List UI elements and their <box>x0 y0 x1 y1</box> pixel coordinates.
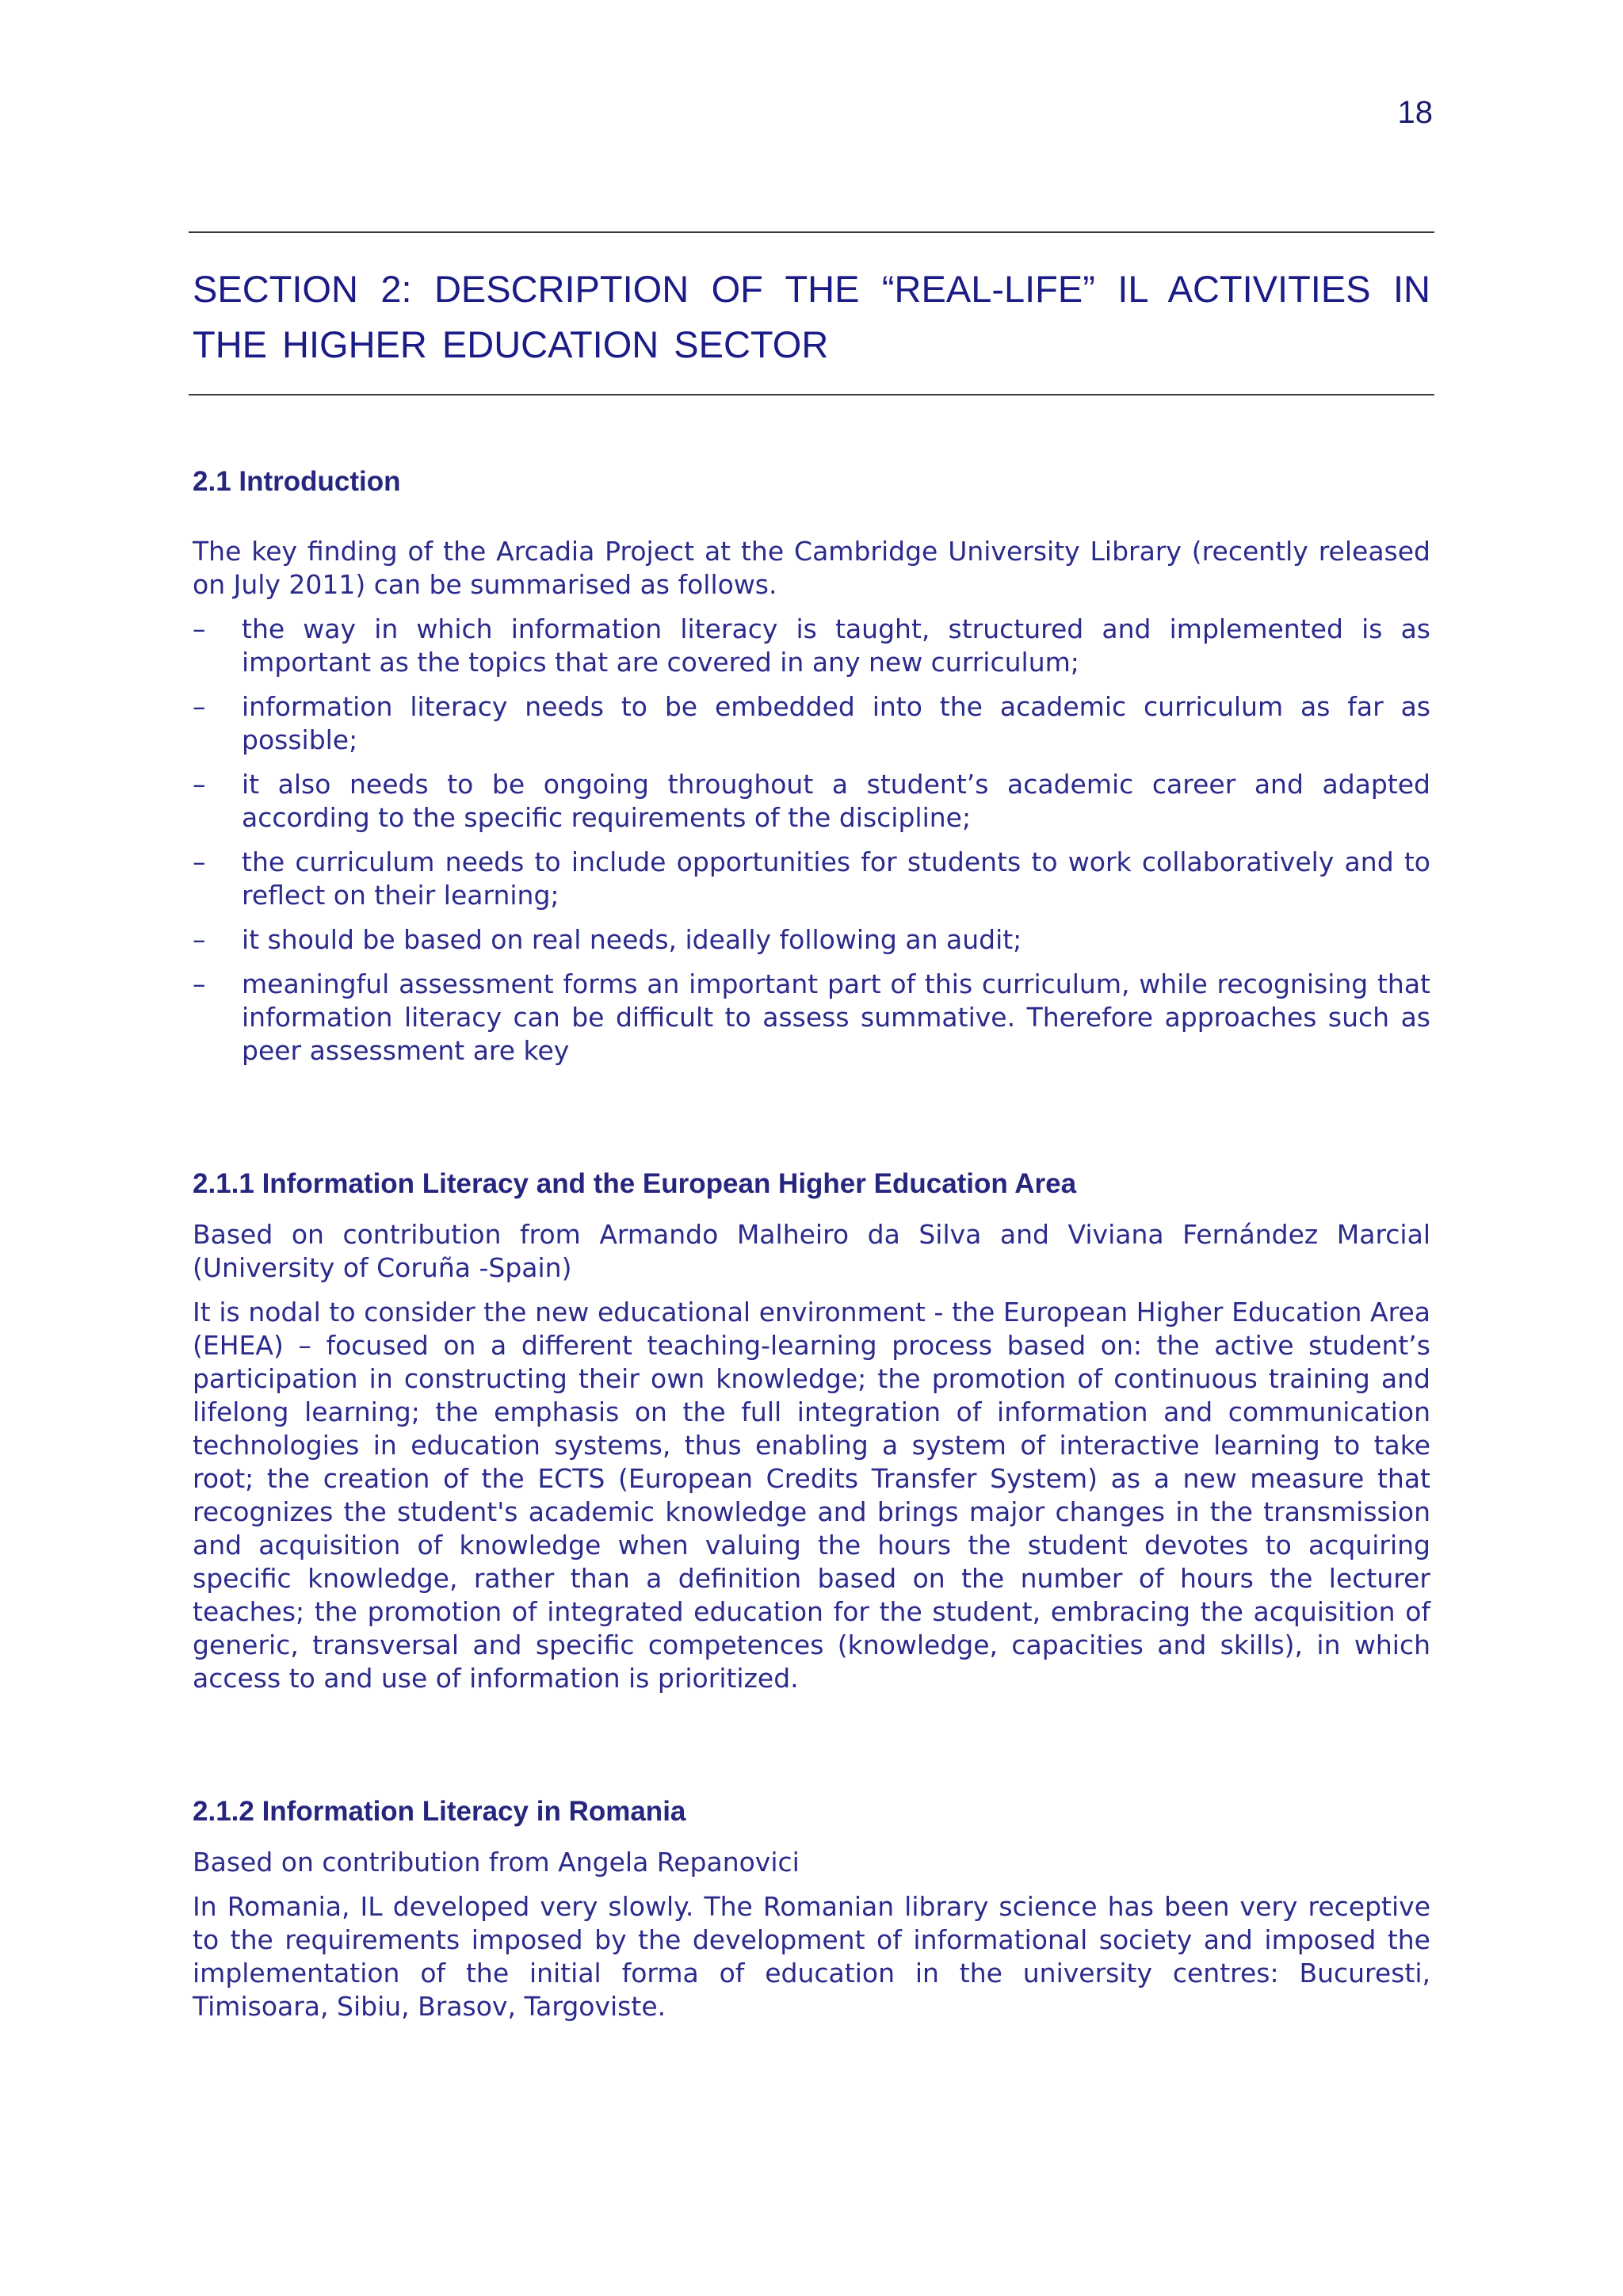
dash-bullet: – <box>193 968 206 999</box>
dash-bullet: – <box>193 691 206 722</box>
ehea-body-paragraph: It is nodal to consider the new educational environment - the European Higher Education Area (EHEA) – focused on a different teaching-learning process based on: the active student’s participation in constructing their own knowledge; the promotion of continuous training and lifelong learning; the emphasis on the full integration of information and communication technologies in education systems, thus enabling a system of interactive learning to take root; the creation of the ECTS (European Credits Transfer System) as a new measure that recognizes the student's academic knowledge and brings major changes in the transmission and acquisition of knowledge when valuing the hours the student devotes to acquiring specific knowledge, rather than a definition based on the number of hours the lecturer teaches; the promotion of integrated education for the student, embracing the acquisition of generic, transversal and specific competences (knowledge, capacities and skills), in which access to and use of information is prioritized. <box>193 1297 1430 1694</box>
ehea-section <box>193 1166 1430 1695</box>
list-item <box>193 846 1430 912</box>
ehea-heading: 2.1.1 Information Literacy and the European Higher Education Area <box>193 1168 1077 1199</box>
intro-lead-paragraph: The key finding of the Arcadia Project at the Cambridge University Library (recently released on July 2011) can be summarised as follows. <box>193 536 1430 600</box>
list-item-text: information literacy needs to be embedded into the academic curriculum as far as possible; <box>242 691 1430 755</box>
list-item <box>193 768 1430 835</box>
list-item-text: it also needs to be ongoing throughout a student’s academic career and adapted according to the specific requirements of the discipline; <box>242 769 1430 833</box>
list-item <box>193 968 1430 1068</box>
dash-bullet: – <box>193 769 206 800</box>
list-item-text: the curriculum needs to include opportunities for students to work collaboratively and to reflect on their learning; <box>242 846 1430 911</box>
list-item-text: it should be based on real needs, ideally following an audit; <box>242 924 1022 955</box>
dash-bullet: – <box>193 924 206 955</box>
list-item-text: meaningful assessment forms an important part of this curriculum, while recognising that information literacy can be difficult to assess summative. Therefore approaches such as peer assessment are key <box>242 968 1430 1066</box>
romania-heading: 2.1.2 Information Literacy in Romania <box>193 1796 686 1827</box>
romania-contribution-note: Based on contribution from Angela Repanovici <box>193 1847 800 1878</box>
list-item-text: the way in which information literacy is taught, structured and implemented is as important as the topics that are covered in any new curriculum; <box>242 613 1430 678</box>
dash-bullet: – <box>193 613 206 644</box>
intro-heading: 2.1 Introduction <box>193 466 401 497</box>
document-body <box>193 464 1430 2023</box>
title-rule-bottom <box>189 394 1434 395</box>
ehea-contribution-note: Based on contribution from Armando Malheiro da Silva and Viviana Fernández Marcial (University of Coruña -Spain) <box>193 1219 1430 1283</box>
list-item <box>193 923 1430 957</box>
key-findings-list <box>193 613 1430 1068</box>
title-rule-top <box>189 231 1434 233</box>
section-title: SECTION 2: DESCRIPTION OF THE “REAL-LIFE” IL ACTIVITIES IN THE HIGHER EDUCATION SECTOR <box>193 268 1430 365</box>
list-item <box>193 613 1430 679</box>
romania-body-paragraph: In Romania, IL developed very slowly. The Romanian library science has been very receptive to the requirements imposed by the development of informational society and imposed the implementation of the initial forma of education in the university centres: Bucuresti, Timisoara, Sibiu, Brasov, Targoviste. <box>193 1891 1430 2022</box>
list-item <box>193 690 1430 757</box>
dash-bullet: – <box>193 846 206 877</box>
page-number: 18 <box>1397 95 1433 130</box>
intro-section <box>193 464 1430 1068</box>
romania-section <box>193 1794 1430 2023</box>
